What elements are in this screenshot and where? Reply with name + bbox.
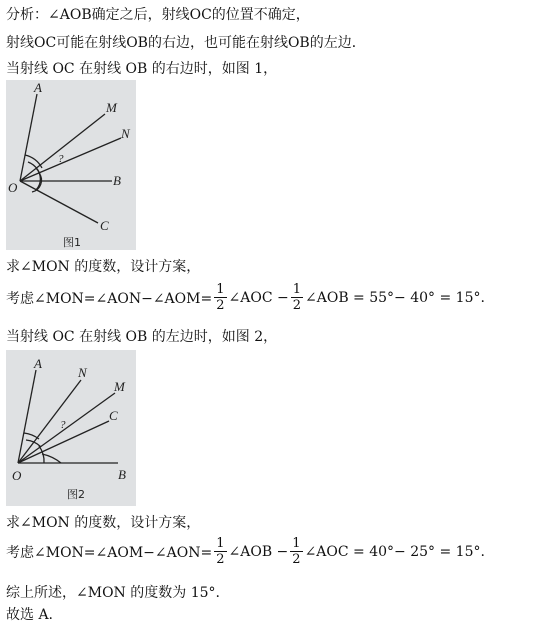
label-b: B	[113, 173, 121, 188]
figure-2-caption: 图2	[67, 488, 85, 501]
figure-2-diagram	[6, 350, 136, 506]
figure-1-diagram	[6, 80, 136, 250]
figure-1-caption: 图1	[63, 236, 81, 249]
figure-1	[6, 80, 136, 250]
formula-2-mid: ∠AOB −	[228, 543, 289, 560]
text-line-1: 分析：∠AOB确定之后，射线OC的位置不确定，	[6, 7, 310, 23]
text-line-10: 故选 A.	[6, 607, 54, 623]
ray-om	[18, 393, 115, 463]
ray-oc	[20, 181, 98, 223]
figure-2	[6, 350, 136, 506]
label-n: N	[121, 126, 130, 141]
formula-1-prefix: 考虑∠MON=∠AON−∠AOM=	[6, 290, 213, 307]
angle-arc-4	[42, 454, 61, 463]
formula-1-mid: ∠AOC −	[228, 289, 289, 306]
ray-oa	[18, 370, 36, 463]
angle-arc-1	[24, 433, 39, 439]
text-line-6: 当射线 OC 在射线 OB 的左边时，如图 2，	[6, 329, 278, 345]
formula-2-suffix: ∠AOC = 40°− 25° = 15°.	[304, 543, 485, 560]
label-m: M	[114, 379, 125, 394]
text-line-2: 射线OC可能在射线OB的右边，也可能在射线OB的左边．	[6, 35, 366, 51]
formula-2	[6, 536, 485, 576]
label-a: A	[34, 356, 42, 371]
formula-2-frac-1: $\frac{1}{2}$	[216, 536, 225, 567]
label-b: B	[118, 467, 126, 482]
text-line-7: 求∠MON 的度数，设计方案，	[6, 515, 201, 531]
formula-1	[6, 282, 485, 322]
text-line-3: 当射线 OC 在射线 OB 的右边时，如图 1，	[6, 61, 278, 77]
label-question: ?	[60, 419, 66, 431]
label-n: N	[78, 365, 87, 380]
ray-om	[20, 114, 105, 181]
text-line-9: 综上所述，∠MON 的度数为 15°.	[6, 585, 220, 601]
formula-1-suffix: ∠AOB = 55°− 40° = 15°.	[305, 289, 485, 306]
formula-1-frac-2: $\frac{1}{2}$	[292, 282, 301, 313]
formula-2-prefix: 考虑∠MON=∠AOM−∠AON=	[6, 544, 213, 561]
label-o: O	[12, 468, 22, 483]
formula-2-frac-2: $\frac{1}{2}$	[292, 536, 301, 567]
label-m: M	[106, 100, 117, 115]
formula-1-frac-1: $\frac{1}{2}$	[216, 282, 225, 313]
ray-oa	[20, 94, 37, 181]
label-a: A	[34, 80, 42, 95]
label-c: C	[100, 218, 109, 233]
label-c: C	[109, 408, 118, 423]
ray-on	[18, 380, 81, 463]
text-line-4: 求∠MON 的度数，设计方案，	[6, 259, 201, 275]
label-question: ?	[58, 153, 64, 165]
label-o: O	[8, 180, 18, 195]
